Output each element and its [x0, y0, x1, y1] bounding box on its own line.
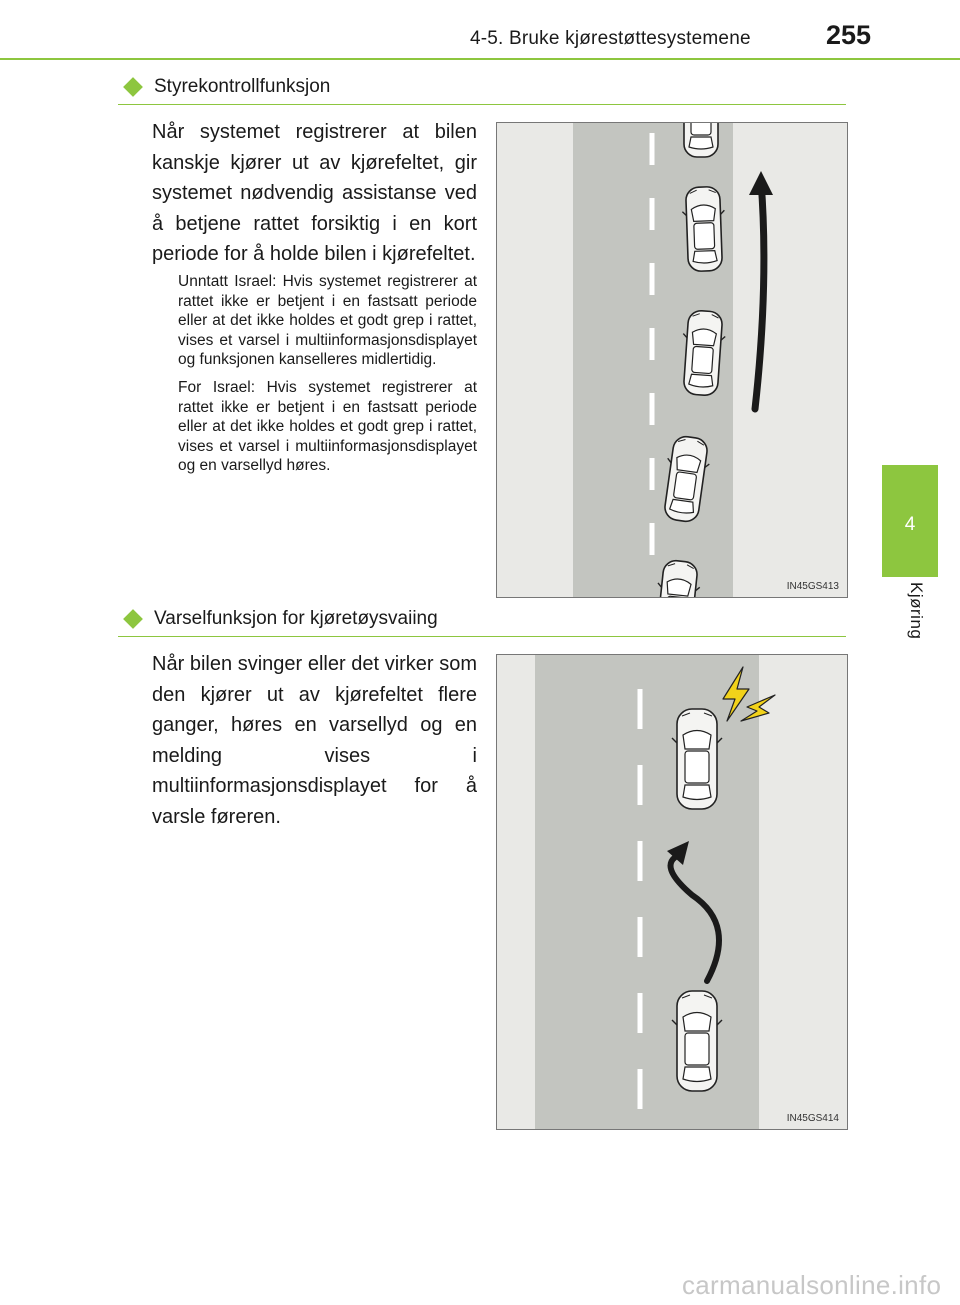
figure-code: IN45GS414	[786, 1113, 839, 1124]
figure-sway-warning	[496, 654, 848, 1130]
section-title-steering-control: Styrekontrollfunksjon	[154, 76, 331, 97]
diamond-bullet-icon	[123, 77, 143, 97]
note-israel: For Israel: Hvis systemet registrerer at rattet ikke er betjent i en fastsatt periode eller at det ikke holdes et godt grep i rattet, vises et varsel i multiinformasjonsdisplayet og en varsellyd høres.	[178, 378, 477, 475]
watermark: carmanualsonline.info	[682, 1270, 942, 1300]
figure-steering-control	[496, 122, 848, 598]
section-title-sway-warning: Varselfunksjon for kjøretøysvaiing	[154, 608, 438, 629]
header-rule	[0, 58, 960, 60]
section-rule	[118, 104, 846, 105]
note-except-israel: Unntatt Israel: Hvis systemet registrerer at rattet ikke er betjent i en fastsatt periode eller at det ikke holdes et godt grep i rattet, vises et varsel i multiinformasjonsdisplayet og funksjonen kanselleres midlertidig.	[178, 273, 477, 369]
lane-illustration-sway	[497, 655, 847, 1129]
chapter-title: Kjøring	[907, 582, 926, 640]
section2-body: Når bilen svinger eller det virker som den kjører ut av kjørefeltet flere ganger, høres en varsellyd og en melding vises i multiinformasjonsdisplayet for å varsle føreren.	[152, 653, 477, 828]
figure-code: IN45GS413	[786, 581, 839, 592]
section-rule	[118, 636, 846, 637]
header-section-title: 4-5. Bruke kjørestøttesystemene	[470, 28, 751, 49]
section1-body: Når systemet registrerer at bilen kanskje kjører ut av kjørefeltet, gir systemet nødvendig assistanse ved å betjene rattet forsiktig i en kort periode for å holde bilen i kjørefeltet.	[152, 121, 477, 265]
page-number: 255	[826, 20, 872, 50]
chapter-number: 4	[904, 514, 916, 535]
section1-notes	[178, 272, 477, 484]
chapter-tab	[882, 465, 938, 577]
lane-illustration-steering	[497, 123, 847, 597]
diamond-bullet-icon	[123, 609, 143, 629]
